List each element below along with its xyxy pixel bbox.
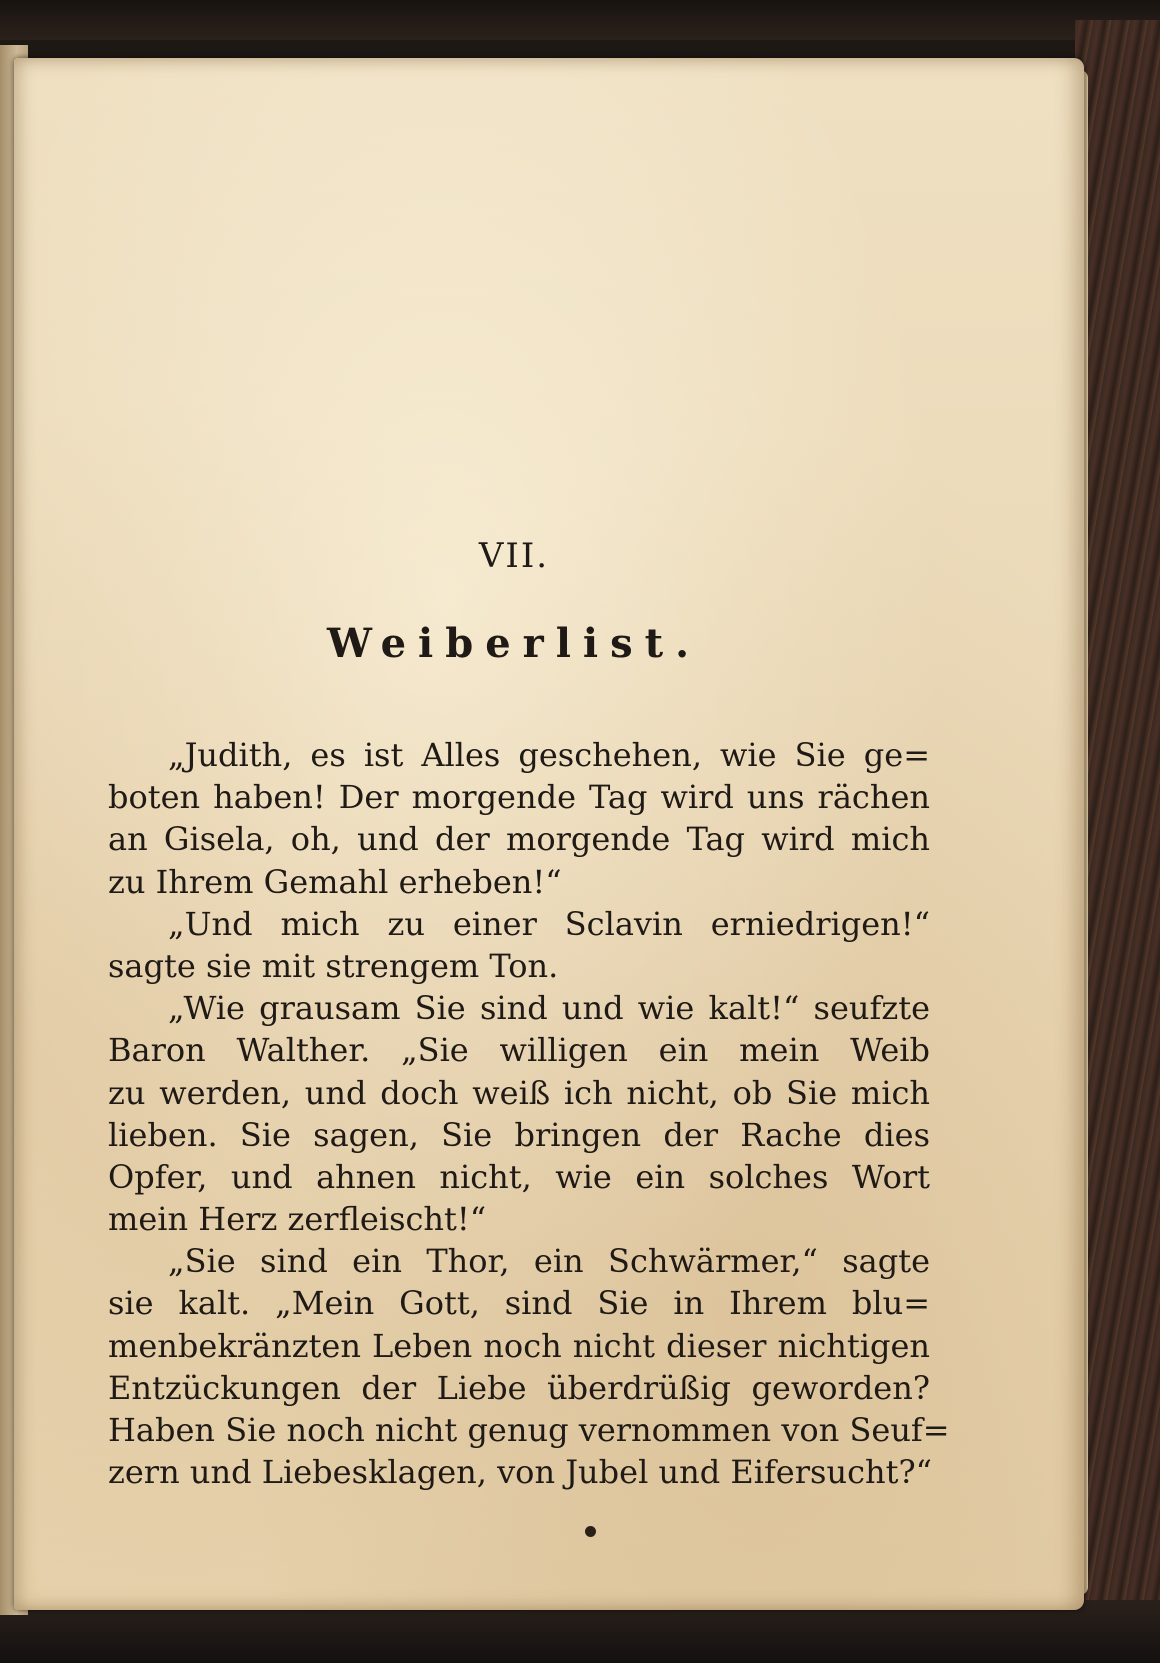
body-text [108, 734, 950, 1493]
text-line: Baron Walther. „Sie willigen ein mein Weib [108, 1031, 930, 1070]
text-line: sagte sie mit strengem Ton. [108, 946, 559, 985]
text-line: lieben. Sie sagen, Sie bringen der Rache dies [108, 1115, 930, 1154]
chapter-title: Weiberlist. [326, 620, 702, 667]
text-line: „Sie sind ein Thor, ein Schwärmer,“ sagte [168, 1242, 930, 1281]
book-cover-top [0, 0, 1160, 40]
text-line: „Judith, es ist Alles geschehen, wie Sie ge= [168, 736, 930, 774]
text-line: zu Ihrem Gemahl erheben!“ [108, 862, 562, 901]
text-line: mein Herz zerfleischt!“ [108, 1200, 487, 1239]
text-line: boten haben! Der morgende Tag wird uns rächen [108, 778, 930, 817]
text-line: zu werden, und doch weiß ich nicht, ob Sie mich [108, 1073, 930, 1112]
ink-dot [585, 1526, 596, 1537]
text-line: „Wie grausam Sie sind und wie kalt!“ seufzte [168, 989, 930, 1028]
book-page [14, 58, 1084, 1610]
text-line: menbekränzten Leben noch nicht dieser nichtigen [108, 1326, 930, 1365]
text-line: Entzückungen der Liebe überdrüßig geworden? [108, 1368, 930, 1407]
chapter-number: VII. [478, 536, 550, 576]
text-line: zern und Liebesklagen, von Jubel und Eifersucht?“ [108, 1453, 932, 1492]
text-line: Opfer, und ahnen nicht, wie ein solches Wort [108, 1157, 930, 1196]
text-line: an Gisela, oh, und der morgende Tag wird mich [108, 820, 930, 859]
text-line: „Und mich zu einer Sclavin erniedrigen!“ [168, 904, 930, 943]
text-line: sie kalt. „Mein Gott, sind Sie in Ihrem blu= [108, 1284, 930, 1323]
text-line: Haben Sie noch nicht genug vernommen von Seuf= [108, 1411, 950, 1449]
